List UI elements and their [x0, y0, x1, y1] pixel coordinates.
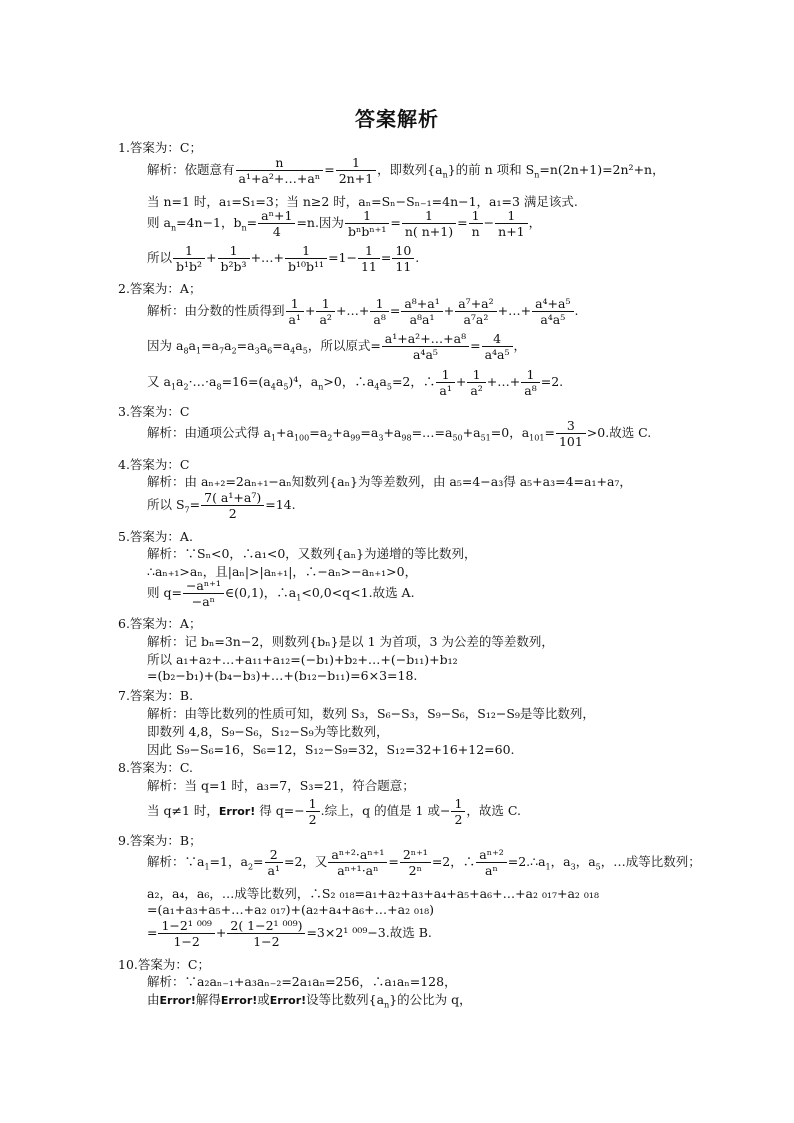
- answer-3-label: 3.答案为：C: [118, 404, 190, 419]
- answer-6-label: 6.答案为：A；: [118, 616, 202, 631]
- answer-7-line-2: 即数列 4,8，S₉−S₆，S₁₂−S₉为等比数列，: [147, 724, 389, 739]
- answer-1-line-2: 当 n=1 时，a₁=S₁=3；当 n≥2 时，aₙ=Sₙ−Sₙ₋₁=4n−1，a₁=3 满足该式.: [147, 194, 578, 209]
- answer-3-line-1: 解析：由通项公式得 $a_1+a_{100}=a_2+a_{99}=a_3+a_{98}=\dots=a_{50}+a_{51}=0$，$a_{101}=$ $\frac{3}{101}$ >0.故选 C.: [147, 418, 652, 449]
- answer-9-line-1: 解析：$\because a_1=1$，$a_2=$ $\frac{2}{\text{a¹}}$ =2，又 $\frac{\text{aⁿ⁺²·aⁿ⁺¹}}{\text{aⁿ⁺¹·aⁿ}}$ = $\frac{\text{2ⁿ⁺¹}}{\text{2ⁿ}}$ =2，∴ $\frac{\text{aⁿ⁺²}}{\text{aⁿ}}$ $=2.\therefore a_1$，$a_3$，$a_5$，…成等比数列；: [147, 847, 701, 878]
- answer-5-line-2: ∴aₙ₊₁>aₙ，且|aₙ|>|aₙ₊₁|，∴−aₙ>−aₙ₊₁>0，: [147, 564, 418, 579]
- answer-7-label: 7.答案为：B.: [118, 688, 194, 703]
- answer-2-label: 2.答案为：A；: [118, 281, 202, 296]
- answer-10-label: 10.答案为：C；: [118, 957, 210, 972]
- answer-1-label: 1.答案为：C；: [118, 140, 202, 155]
- answer-6-line-3: =(b₂−b₁)+(b₄−b₃)+…+(b₁₂−b₁₁)=6×3=18.: [147, 668, 418, 683]
- answer-2-line-1: 解析：由分数的性质得到 $\frac{1}{\text{a¹}}$ + $\frac{1}{\text{a²}}$ +…+ $\frac{1}{\text{a⁸}}$ = $\frac{\text{a⁸+a¹}}{\text{a⁸a¹}}$ + $\frac{\text{a⁷+a²}}{\text{a⁷a²}}$ +…+ $\frac{\text{a⁴+a⁵}}{\text{a⁴a⁵}}$ .: [147, 296, 579, 327]
- answer-4-line-2: 所以 $S_7=$ $\frac{\text{7( a¹+a⁷)}}{2}$ =14.: [147, 490, 296, 521]
- answer-9-line-4: = $\frac{\text{1−2¹ ⁰⁰⁹}}{1-2}$ + $\frac{\text{2( 1−2¹ ⁰⁰⁹)}}{1-2}$ =3×2¹ ⁰⁰⁹−3.故选 B.: [147, 918, 432, 949]
- answer-5-line-3: 则 q= $\frac{\text{−aⁿ⁺¹}}{\text{−aⁿ}}$ ∈(0,1)，$\therefore a_1<0,0<q<1$.故选 A.: [147, 578, 415, 609]
- answer-2-line-2: 因为 $a_8a_1=a_7a_2=a_3a_6=a_4a_5$，所以原式= $\frac{\text{a¹+a²+…+a⁸}}{\text{a⁴a⁵}}$ = $\frac{4}{\text{a⁴a⁵}}$ ，: [147, 331, 527, 362]
- answer-4-line-1: 解析：由 aₙ₊₂=2aₙ₊₁−aₙ知数列{aₙ}为等差数列，由 a₅=4−a₃得 a₅+a₃=4=a₁+a₇，: [147, 474, 632, 489]
- answer-9-line-2: a₂，a₄，a₆，…成等比数列，∴S₂ ₀₁₈=a₁+a₂+a₃+a₄+a₅+a₆+…+a₂ ₀₁₇+a₂ ₀₁₈: [147, 886, 599, 901]
- answer-1-line-3: 则 $a_n=4n-1$，$b_n=$ $\frac{\text{aⁿ+1}}{4}$ =n.因为 $\frac{1}{\text{bⁿbⁿ⁺¹}}$ = $\frac{1}{n( n+1)}$ = $\frac{1}{n}$ − $\frac{1}{n+1}$ ，: [147, 208, 542, 239]
- answer-6-line-1: 解析：记 bₙ=3n−2，则数列{bₙ}是以 1 为首项，3 为公差的等差数列，: [147, 634, 554, 649]
- answer-10-line-2: 由Error!解得Error!或Error!设等比数列$\{a_n\}$的公比为 q，: [147, 992, 472, 1010]
- answer-8-line-2: 当 q≠1 时，Error! 得 q=− $\frac{1}{2}$ .综上，q 的值是 1 或− $\frac{1}{2}$ ，故选 C.: [147, 796, 521, 827]
- answer-5-line-1: 解析：∵Sₙ<0，∴a₁<0，又数列{aₙ}为递增的等比数列，: [147, 546, 477, 561]
- answer-7-line-3: 因此 S₉−S₆=16，S₆=12，S₁₂−S₉=32，S₁₂=32+16+12=60.: [147, 742, 515, 757]
- answer-9-line-3: =(a₁+a₃+a₅+…+a₂ ₀₁₇)+(a₂+a₄+a₆+…+a₂ ₀₁₈): [147, 902, 434, 917]
- answer-10-line-1: 解析：∵a₂aₙ₋₁+a₃aₙ₋₂=2a₁aₙ=256，∴a₁aₙ=128，: [147, 974, 457, 989]
- answer-1-line-4: 所以 $\frac{1}{\text{b¹b²}}$ + $\frac{1}{\text{b²b³}}$ +…+ $\frac{1}{\text{b¹⁰b¹¹}}$ =1− $\frac{1}{11}$ = $\frac{10}{11}$ .: [147, 243, 420, 274]
- answer-1-line-1: 解析：依题意有 $\frac{n}{\text{a¹+a²+…+aⁿ}}$ = $\frac{1}{2n+1}$ ，即数列$\{a_n\}$的前 n 项和 $S_n=n(2n+1)=2n^2+n$，: [147, 155, 665, 186]
- answer-2-line-3: 又 $a_1a_2\cdot\dots\cdot a_8=16=(a_4a_5)^4$，$a_n>0$，$\therefore a_4a_5=2$，∴ $\frac{1}{\text{a¹}}$ + $\frac{1}{\text{a²}}$ +…+ $\frac{1}{\text{a⁸}}$ =2.: [147, 367, 564, 398]
- answer-4-label: 4.答案为：C: [118, 457, 190, 472]
- answer-8-line-1: 解析：当 q=1 时，a₃=7，S₃=21，符合题意；: [147, 778, 415, 793]
- answer-5-label: 5.答案为：A.: [118, 529, 193, 544]
- answer-9-label: 9.答案为：B；: [118, 833, 202, 848]
- answer-6-line-2: 所以 a₁+a₂+…+a₁₁+a₁₂=(−b₁)+b₂+…+(−b₁₁)+b₁₂: [147, 652, 458, 667]
- answer-8-label: 8.答案为：C.: [118, 760, 194, 775]
- page-title: 答案解析: [355, 107, 439, 131]
- answer-7-line-1: 解析：由等比数列的性质可知，数列 S₃，S₆−S₃，S₉−S₆，S₁₂−S₉是等比数列，: [147, 706, 595, 721]
